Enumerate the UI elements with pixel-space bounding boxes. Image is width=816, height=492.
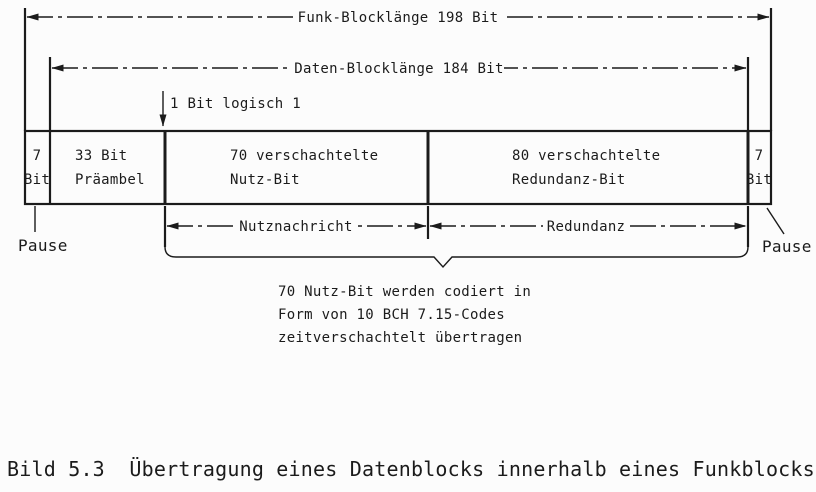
data-block — [24, 131, 772, 204]
cell-text: 7 — [754, 148, 764, 164]
note-line: Form von 10 BCH 7.15-Codes — [278, 307, 505, 323]
start-bit-annotation — [163, 91, 301, 126]
funk-length-dimension — [27, 7, 769, 27]
block-cell-pause-right — [746, 148, 772, 188]
cell-text: 70 verschachtelte — [230, 148, 379, 164]
start-bit-label: 1 Bit logisch 1 — [170, 96, 301, 112]
coding-note — [278, 284, 531, 346]
block-outline — [25, 131, 771, 204]
redundanz-span — [430, 216, 746, 235]
block-cell-redundanz-bit — [512, 148, 660, 188]
cell-text: 33 Bit — [75, 148, 128, 164]
note-line: zeitverschachtelt übertragen — [278, 330, 523, 346]
pause-right-leader-line — [767, 208, 784, 234]
block-cell-praeambel — [75, 148, 145, 188]
redundanz-label: Redundanz — [546, 219, 626, 235]
cell-text: Bit — [23, 172, 51, 188]
block-cell-nutz-bit — [230, 148, 378, 188]
cell-text: Redundanz-Bit — [512, 172, 626, 188]
cell-text: Bit — [745, 172, 773, 188]
note-line: 70 Nutz-Bit werden codiert in — [278, 284, 532, 300]
pause-left-annotation — [18, 206, 68, 255]
figure-caption: Bild 5.3 Übertragung eines Datenblocks innerhalb eines Funkblocks — [7, 457, 815, 481]
grouping-brace — [165, 247, 748, 267]
nutznachricht-label: Nutznachricht — [239, 219, 353, 235]
cell-text: Präambel — [75, 172, 145, 188]
pause-right-label: Pause — [762, 237, 812, 256]
pause-left-label: Pause — [18, 236, 68, 255]
daten-length-dimension — [52, 58, 746, 78]
nutznachricht-span — [167, 216, 426, 235]
daten-length-label: Daten-Blocklänge 184 Bit — [294, 61, 504, 77]
block-cell-pause-left — [24, 148, 50, 188]
funk-length-label: Funk-Blocklänge 198 Bit — [297, 10, 499, 26]
pause-right-annotation — [762, 208, 812, 256]
cell-text: 7 — [32, 148, 42, 164]
cell-text: 80 verschachtelte — [512, 148, 661, 164]
cell-text: Nutz-Bit — [230, 172, 300, 188]
